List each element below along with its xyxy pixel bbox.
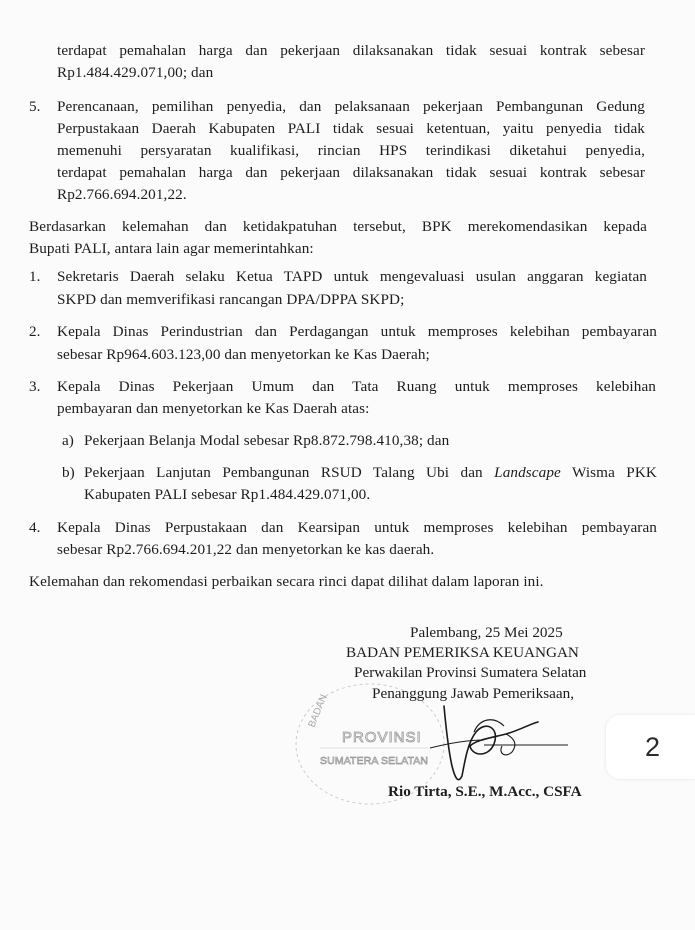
rec3-line2: pembayaran dan menyetorkan ke Kas Daerah atas: bbox=[57, 400, 370, 417]
item4-line1: terdapat pemahalan harga dan pekerjaan dilaksanakan tidak sesuai kontrak sebesar bbox=[57, 42, 645, 59]
rec3-sub-b-line2: Kabupaten PALI sebesar Rp1.484.429.071,00. bbox=[84, 486, 371, 503]
rec3-sub-a-text: Pekerjaan Belanja Modal sebesar Rp8.872.798.410,38; dan bbox=[84, 432, 450, 449]
place-date: Palembang, 25 Mei 2025 bbox=[410, 624, 563, 641]
rec1-line1: Sekretaris Daerah selaku Ketua TAPD untuk mengevaluasi usulan anggaran kegiatan bbox=[57, 268, 647, 285]
rec4-number: 4. bbox=[29, 519, 41, 536]
item5-number: 5. bbox=[29, 98, 41, 115]
rec2-line2: sebesar Rp964.603.123,00 dan menyetorkan ke Kas Daerah; bbox=[57, 346, 430, 363]
signer-name: Rio Tirta, S.E., M.Acc., CSFA bbox=[388, 783, 582, 800]
rec2-number: 2. bbox=[29, 323, 41, 340]
closing-paragraph: Kelemahan dan rekomendasi perbaikan secara rinci dapat dilihat dalam laporan ini. bbox=[29, 573, 544, 590]
rec4-line1: Kepala Dinas Perpustakaan dan Kearsipan untuk memproses kelebihan pembayaran bbox=[57, 519, 657, 536]
rec2-line1: Kepala Dinas Perindustrian dan Perdagangan untuk memproses kelebihan pembayaran bbox=[57, 323, 657, 340]
rec3-number: 3. bbox=[29, 378, 41, 395]
rec3-sub-b-label: b) bbox=[62, 464, 75, 481]
item4-line2: Rp1.484.429.071,00; dan bbox=[57, 64, 214, 81]
rec3-sub-b-text-after: Wisma PKK bbox=[560, 464, 657, 481]
stamp-arc-text: BADAN bbox=[306, 693, 330, 730]
rec3-sub-a-label: a) bbox=[62, 432, 74, 449]
page-number-badge[interactable]: 2 bbox=[606, 715, 695, 779]
rec4-line2: sebesar Rp2.766.694.201,22 dan menyetorkan ke kas daerah. bbox=[57, 541, 435, 558]
rec3-sub-b-text-before: Pekerjaan Lanjutan Pembangunan RSUD Talang Ubi dan bbox=[84, 464, 495, 481]
item5-line2: Perpustakaan Daerah Kabupaten PALI tidak sesuai ketentuan, yaitu penyedia tidak bbox=[57, 120, 645, 137]
item5-line3: memenuhi persyaratan kualifikasi, rincian HPS terindikasi diketahui penyedia, bbox=[57, 142, 645, 159]
rec3-sub-b-text-italic: Landscape bbox=[494, 464, 561, 481]
item5-line1: Perencanaan, pemilihan penyedia, dan pelaksanaan pekerjaan Pembangunan Gedung bbox=[57, 98, 645, 115]
rec3-line1: Kepala Dinas Pekerjaan Umum dan Tata Ruang untuk memproses kelebihan bbox=[57, 378, 656, 395]
item5-line5: Rp2.766.694.201,22. bbox=[57, 186, 187, 203]
stamp-line1: PROVINSI bbox=[342, 729, 422, 746]
recommendation-intro-line2: Bupati PALI, antara lain agar memerintahkan: bbox=[29, 240, 314, 257]
rec3-sub-b-line1 bbox=[84, 462, 657, 484]
stamp-line2: SUMATERA SELATAN bbox=[320, 755, 428, 767]
rec1-number: 1. bbox=[29, 268, 41, 285]
signer-role: Penanggung Jawab Pemeriksaan, bbox=[372, 685, 575, 702]
office-name: Perwakilan Provinsi Sumatera Selatan bbox=[354, 664, 587, 681]
institution-name: BADAN PEMERIKSA KEUANGAN bbox=[346, 644, 579, 661]
rec1-line2: SKPD dan memverifikasi rancangan DPA/DPPA SKPD; bbox=[57, 291, 405, 308]
recommendation-intro-line1: Berdasarkan kelemahan dan ketidakpatuhan tersebut, BPK merekomendasikan kepada bbox=[29, 218, 647, 235]
item5-line4: terdapat pemahalan harga dan pekerjaan dilaksanakan tidak sesuai kontrak sebesar bbox=[57, 164, 645, 181]
